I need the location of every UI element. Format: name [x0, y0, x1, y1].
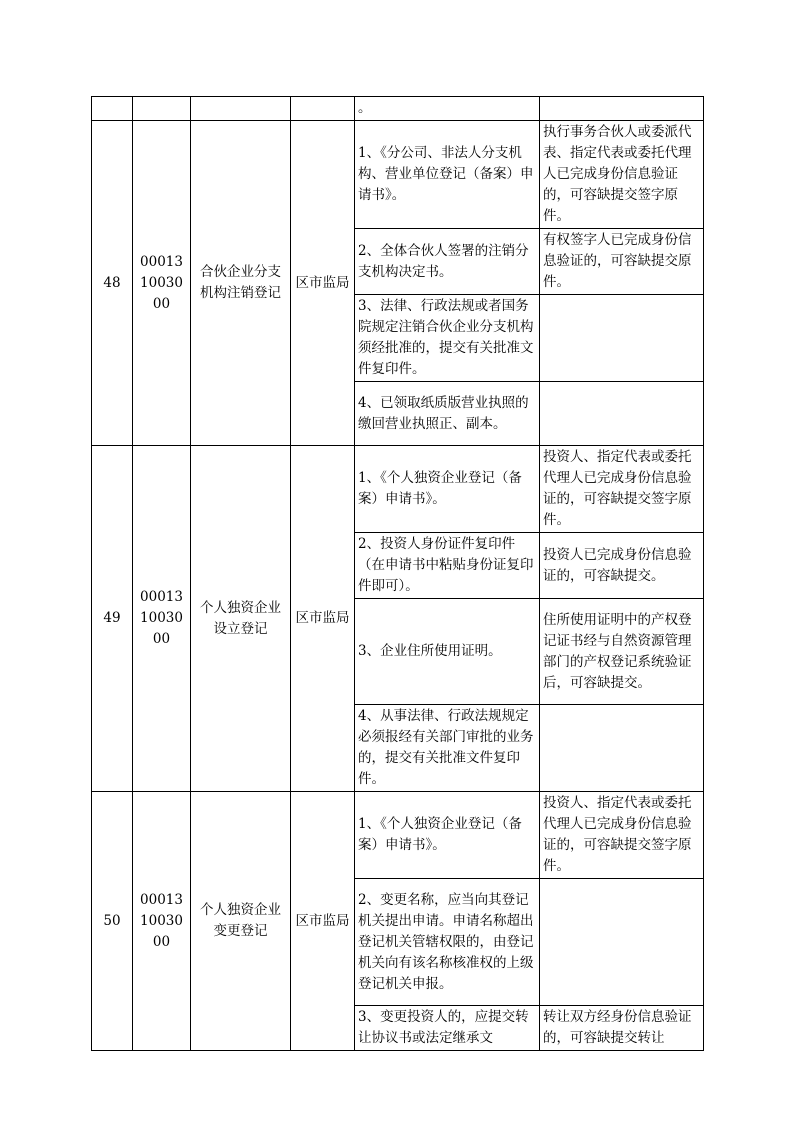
material-note: 投资人已完成身份信息验证的，可容缺提交。 [540, 533, 704, 599]
material-note: 投资人、指定代表或委托代理人已完成身份信息验证的，可容缺提交签字原件。 [540, 792, 704, 879]
material-text: 。 [355, 97, 540, 121]
item-name [191, 97, 291, 121]
item-number [92, 97, 133, 121]
material-text: 2、全体合伙人签署的注销分支机构决定书。 [355, 229, 540, 295]
material-text: 2、投资人身份证件复印件（在申请书中粘贴身份证复印件即可）。 [355, 533, 540, 599]
material-text: 3、企业住所使用证明。 [355, 599, 540, 705]
item-dept: 区市监局 [291, 121, 355, 446]
material-text: 3、变更投资人的，应提交转让协议书或法定继承文 [355, 1006, 540, 1051]
item-dept [291, 97, 355, 121]
item-code [133, 97, 191, 121]
item-dept: 区市监局 [291, 446, 355, 792]
material-note [540, 705, 704, 792]
material-note: 投资人、指定代表或委托代理人已完成身份信息验证的，可容缺提交签字原件。 [540, 446, 704, 533]
item-code: 000131003000 [133, 446, 191, 792]
material-note: 住所使用证明中的产权登记证书经与自然资源管理部门的产权登记系统验证后，可容缺提交。 [540, 599, 704, 705]
table-row [92, 446, 704, 533]
material-text: 1、《分公司、非法人分支机构、营业单位登记（备案）申请书》。 [355, 121, 540, 229]
material-text: 2、变更名称，应当向其登记机关提出申请。申请名称超出登记机关管辖权限的，由登记机关向有该名称核准权的上级登记机关申报。 [355, 879, 540, 1006]
material-text: 4、从事法律、行政法规规定必须报经有关部门审批的业务的，提交有关批准文件复印件。 [355, 705, 540, 792]
item-name: 合伙企业分支机构注销登记 [191, 121, 291, 446]
material-text: 3、法律、行政法规或者国务院规定注销合伙企业分支机构须经批准的，提交有关批准文件复印件。 [355, 295, 540, 382]
item-name: 个人独资企业设立登记 [191, 446, 291, 792]
material-text: 1、《个人独资企业登记（备案）申请书》。 [355, 792, 540, 879]
table-row [92, 97, 704, 121]
material-text: 4、已领取纸质版营业执照的缴回营业执照正、副本。 [355, 382, 540, 446]
material-note [540, 97, 704, 121]
material-note: 转让双方经身份信息验证的，可容缺提交转让 [540, 1006, 704, 1051]
item-code: 000131003000 [133, 121, 191, 446]
items-table [91, 96, 704, 1051]
item-code: 000131003000 [133, 792, 191, 1051]
item-number: 49 [92, 446, 133, 792]
material-text: 1、《个人独资企业登记（备案）申请书》。 [355, 446, 540, 533]
table-row [92, 121, 704, 229]
item-name: 个人独资企业变更登记 [191, 792, 291, 1051]
item-dept: 区市监局 [291, 792, 355, 1051]
item-number: 50 [92, 792, 133, 1051]
material-note [540, 295, 704, 382]
table-row [92, 792, 704, 879]
item-number: 48 [92, 121, 133, 446]
material-note: 执行事务合伙人或委派代表、指定代表或委托代理人已完成身份信息验证的，可容缺提交签字原件。 [540, 121, 704, 229]
material-note [540, 879, 704, 1006]
material-note: 有权签字人已完成身份信息验证的，可容缺提交原件。 [540, 229, 704, 295]
material-note [540, 382, 704, 446]
